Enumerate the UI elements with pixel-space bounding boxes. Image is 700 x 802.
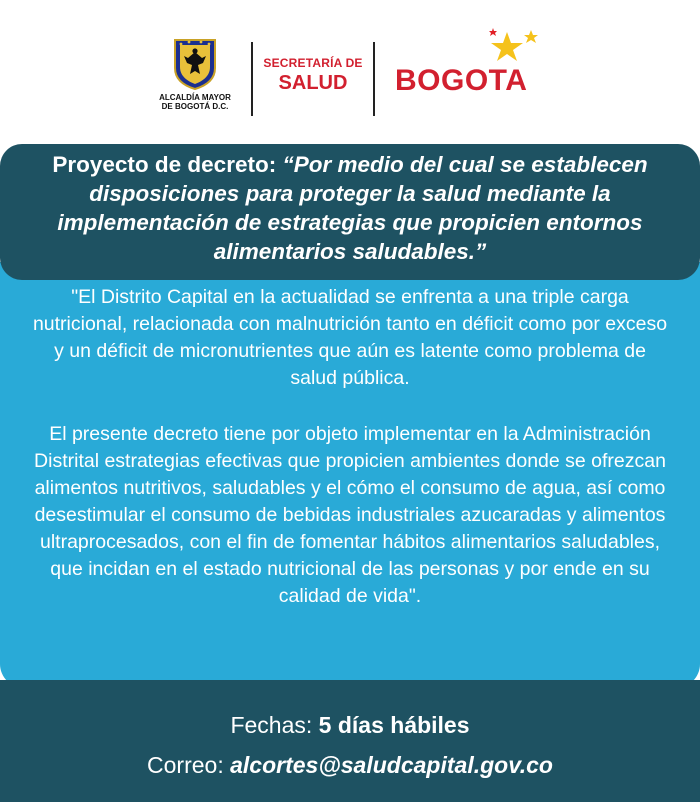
stars-icon	[485, 28, 545, 68]
fechas-value: 5 días hábiles	[318, 712, 470, 738]
logo-divider	[373, 42, 375, 116]
secretaria-logo	[258, 56, 368, 95]
body-paragraph-1: "El Distrito Capital en la actualidad se enfrenta a una triple carga nutricional, relacionada con malnutrición tanto en déficit como por exceso y un déficit de micronutrientes que aún es latente como problema de salud pública.	[32, 286, 668, 389]
body-paragraph-2: El presente decreto tiene por objeto implementar en la Administración Distrital estrategias efectivas que propicien ambientes donde se ofrezcan alimentos nutritivos, saludables y el cómo el consumo de agua, así como desestimular el consumo de bebidas industriales azucaradas y alimentos ultraprocesados, con el fin de fomentar hábitos alimentarios saludables, que incidan en el estado nutricional de las personas y por ende en su calidad de vida".	[34, 423, 666, 607]
coat-of-arms-icon	[173, 38, 217, 90]
header-logos	[0, 0, 700, 140]
bogota-wordmark: BOGOTA	[395, 64, 528, 97]
title-quote: “Por medio del cual se establecen disposiciones para proteger la salud mediante la implementación de estrategias que propicien entornos alimentarios saludables.”	[57, 152, 648, 264]
title-label: Proyecto de decreto:	[52, 152, 277, 177]
secretaria-bottom-text: SALUD	[278, 72, 348, 94]
logo-divider	[251, 42, 253, 116]
fechas-label: Fechas:	[230, 712, 313, 738]
body-text	[30, 284, 670, 610]
correo-line	[0, 752, 700, 779]
correo-label: Correo:	[147, 752, 224, 778]
footer	[0, 680, 700, 802]
fechas-line	[0, 712, 700, 739]
page-title	[40, 150, 660, 266]
alcaldia-logo	[150, 38, 240, 111]
bogota-logo	[395, 28, 555, 108]
secretaria-top-text: SECRETARÍA DE	[263, 56, 363, 70]
correo-email-link[interactable]: alcortes@saludcapital.gov.co	[230, 752, 553, 778]
alcaldia-text: ALCALDÍA MAYOR DE BOGOTÁ D.C.	[159, 93, 231, 111]
